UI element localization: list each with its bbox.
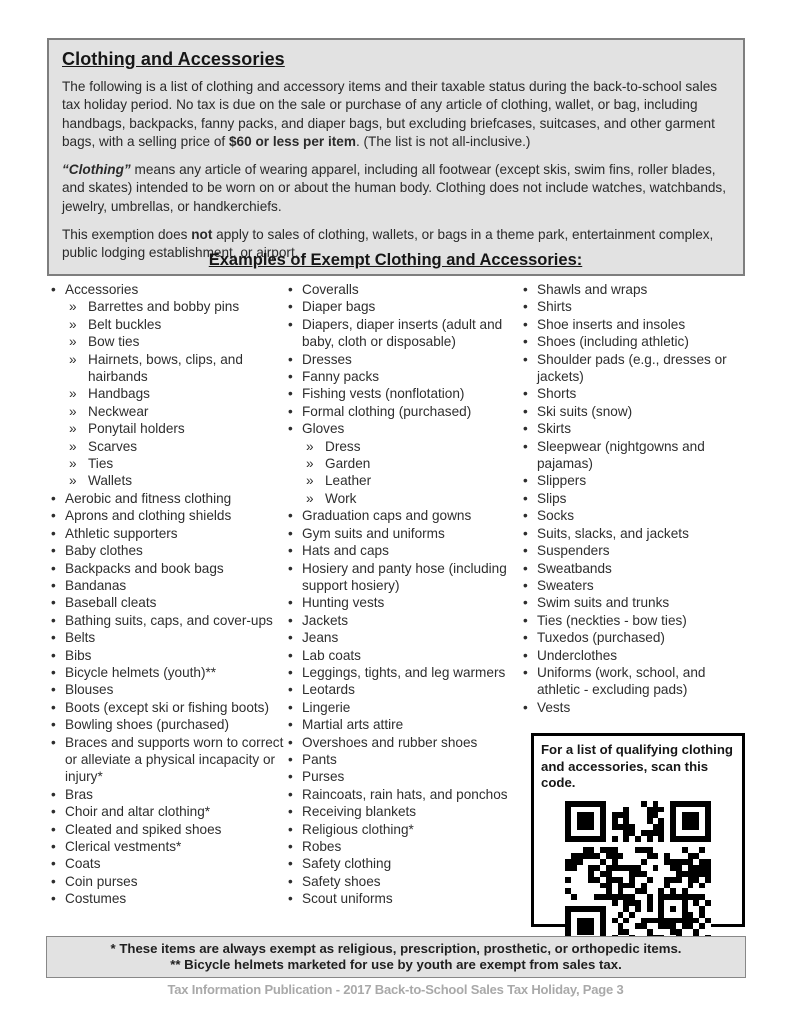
list-item: • Shawls and wraps [522,281,752,298]
intro-title: Clothing and Accessories [62,49,285,69]
qr-box [531,733,745,927]
list-item: • Lab coats [287,647,522,664]
text-segment: apply to sales of clothing, wallets, or bags in a theme park, entertainment complex, public lodging establishment, or airport. [62,227,714,261]
list-item: • Uniforms (work, school, and athletic - excluding pads) [522,664,752,699]
list-item: • Socks [522,507,752,524]
list-item: • Tuxedos (purchased) [522,629,752,646]
list-item: • Coveralls [287,281,522,298]
intro-paragraph-2 [62,161,730,216]
list-item: • Clerical vestments* [50,838,287,855]
list-item: • Fishing vests (nonflotation) [287,385,522,402]
list-item: • Shirts [522,298,752,315]
list-item: • Braces and supports worn to correct or alleviate a physical incapacity or injury* [50,734,287,786]
list-item: • Cleated and spiked shoes [50,821,287,838]
list-item: • Suits, slacks, and jackets [522,525,752,542]
text-segment: “Clothing” [62,162,131,178]
list-item: • Baby clothes [50,542,287,559]
footnote-double-asterisk: ** Bicycle helmets marketed for use by youth are exempt from sales tax. [170,956,622,972]
list-item: • Gloves [287,420,522,437]
list-item: • Overshoes and rubber shoes [287,734,522,751]
list-item: • Bibs [50,647,287,664]
list-item: • Sleepwear (nightgowns and pajamas) [522,438,752,473]
list-subitem: » Scarves [50,438,287,455]
list-item: • Aprons and clothing shields [50,507,287,524]
list-item: • Costumes [50,890,287,907]
list-item: • Skirts [522,420,752,437]
footnote-asterisk: * These items are always exempt as religious, prescription, prosthetic, or orthopedic items. [110,941,682,956]
list-item: • Robes [287,838,522,855]
text-segment: The following is a list of clothing and accessory items and their taxable status during the back-to-school sales tax holiday period. No tax is due on the sale or purchase of any article of clothing, wallet, or bag, including handbags, backpacks, fanny packs, and diaper bags, but excluding briefcases, suitcases, and other garment bags, with a selling price of [62,79,718,149]
list-item: • Bras [50,786,287,803]
list-item: • Hunting vests [287,594,522,611]
list-item: • Graduation caps and gowns [287,507,522,524]
list-item: • Bathing suits, caps, and cover-ups [50,612,287,629]
list-item: • Boots (except ski or fishing boots) [50,699,287,716]
list-subitem: » Bow ties [50,333,287,350]
list-item: • Shorts [522,385,752,402]
list-subitem: » Garden [287,455,522,472]
list-item: • Safety clothing [287,855,522,872]
list-item: • Receiving blankets [287,803,522,820]
text-segment: not [191,227,213,243]
qr-code-icon [565,801,711,947]
list-item: • Underclothes [522,647,752,664]
list-subitem: » Ties [50,455,287,472]
list-item: • Backpacks and book bags [50,560,287,577]
list-item: • Shoes (including athletic) [522,333,752,350]
list-item: • Slippers [522,472,752,489]
list-item: • Ties (neckties - bow ties) [522,612,752,629]
list-item: • Choir and altar clothing* [50,803,287,820]
list-item: • Swim suits and trunks [522,594,752,611]
list-item: • Ski suits (snow) [522,403,752,420]
intro-box [47,38,745,276]
qr-caption: For a list of qualifying clothing and accessories, scan this code. [541,742,733,791]
list-item: • Jackets [287,612,522,629]
text-segment: This exemption does [62,227,192,243]
examples-heading: Examples of Exempt Clothing and Accessories: [208,251,583,269]
list-item: • Religious clothing* [287,821,522,838]
list-item: • Leotards [287,681,522,698]
page-footer: Tax Information Publication - 2017 Back-to-School Sales Tax Holiday, Page 3 [167,982,624,997]
list-item: • Purses [287,768,522,785]
list-item: • Leggings, tights, and leg warmers [287,664,522,681]
list-item: • Martial arts attire [287,716,522,733]
list-item: • Accessories [50,281,287,298]
list-item: • Suspenders [522,542,752,559]
list-item: • Hosiery and panty hose (including support hosiery) [287,560,522,595]
list-item: • Coin purses [50,873,287,890]
list-item: • Scout uniforms [287,890,522,907]
list-item: • Shoulder pads (e.g., dresses or jackets) [522,351,752,386]
list-item: • Baseball cleats [50,594,287,611]
list-subitem: » Barrettes and bobby pins [50,298,287,315]
list-item: • Safety shoes [287,873,522,890]
list-subitem: » Ponytail holders [50,420,287,437]
list-item: • Raincoats, rain hats, and ponchos [287,786,522,803]
list-item: • Jeans [287,629,522,646]
list-item: • Slips [522,490,752,507]
text-segment: . (The list is not all-inclusive.) [355,133,531,149]
list-item: • Diapers, diaper inserts (adult and baby, cloth or disposable) [287,316,522,351]
list-item: • Athletic supporters [50,525,287,542]
list-item: • Gym suits and uniforms [287,525,522,542]
list-item: • Coats [50,855,287,872]
intro-paragraph-1 [62,78,730,151]
list-item: • Bowling shoes (purchased) [50,716,287,733]
list-subitem: » Dress [287,438,522,455]
list-subitem: » Belt buckles [50,316,287,333]
list-subitem: » Work [287,490,522,507]
list-item: • Sweatbands [522,560,752,577]
list-subitem: » Neckwear [50,403,287,420]
text-segment: $60 or less per item [229,133,356,149]
list-item: • Fanny packs [287,368,522,385]
list-subitem: » Handbags [50,385,287,402]
list-item: • Bandanas [50,577,287,594]
text-segment: means any article of wearing apparel, including all footwear (except skis, swim fins, roller blades, and skates) intended to be worn on or about the human body. Clothing does not include watches, watchbands, jewelry, umbrellas, or handkerchiefs. [62,162,727,214]
list-item: • Lingerie [287,699,522,716]
list-item: • Aerobic and fitness clothing [50,490,287,507]
list-item: • Sweaters [522,577,752,594]
list-item: • Blouses [50,681,287,698]
footnotes-box [46,936,746,978]
list-item: • Pants [287,751,522,768]
list-item: • Diaper bags [287,298,522,315]
list-item: • Dresses [287,351,522,368]
exempt-items-column-2 [287,281,522,908]
list-item: • Belts [50,629,287,646]
list-subitem: » Hairnets, bows, clips, and hairbands [50,351,287,386]
list-subitem: » Leather [287,472,522,489]
list-item: • Hats and caps [287,542,522,559]
list-item: • Vests [522,699,752,716]
list-item: • Shoe inserts and insoles [522,316,752,333]
list-item: • Bicycle helmets (youth)** [50,664,287,681]
list-item: • Formal clothing (purchased) [287,403,522,420]
list-subitem: » Wallets [50,472,287,489]
exempt-items-column-1 [50,281,287,908]
